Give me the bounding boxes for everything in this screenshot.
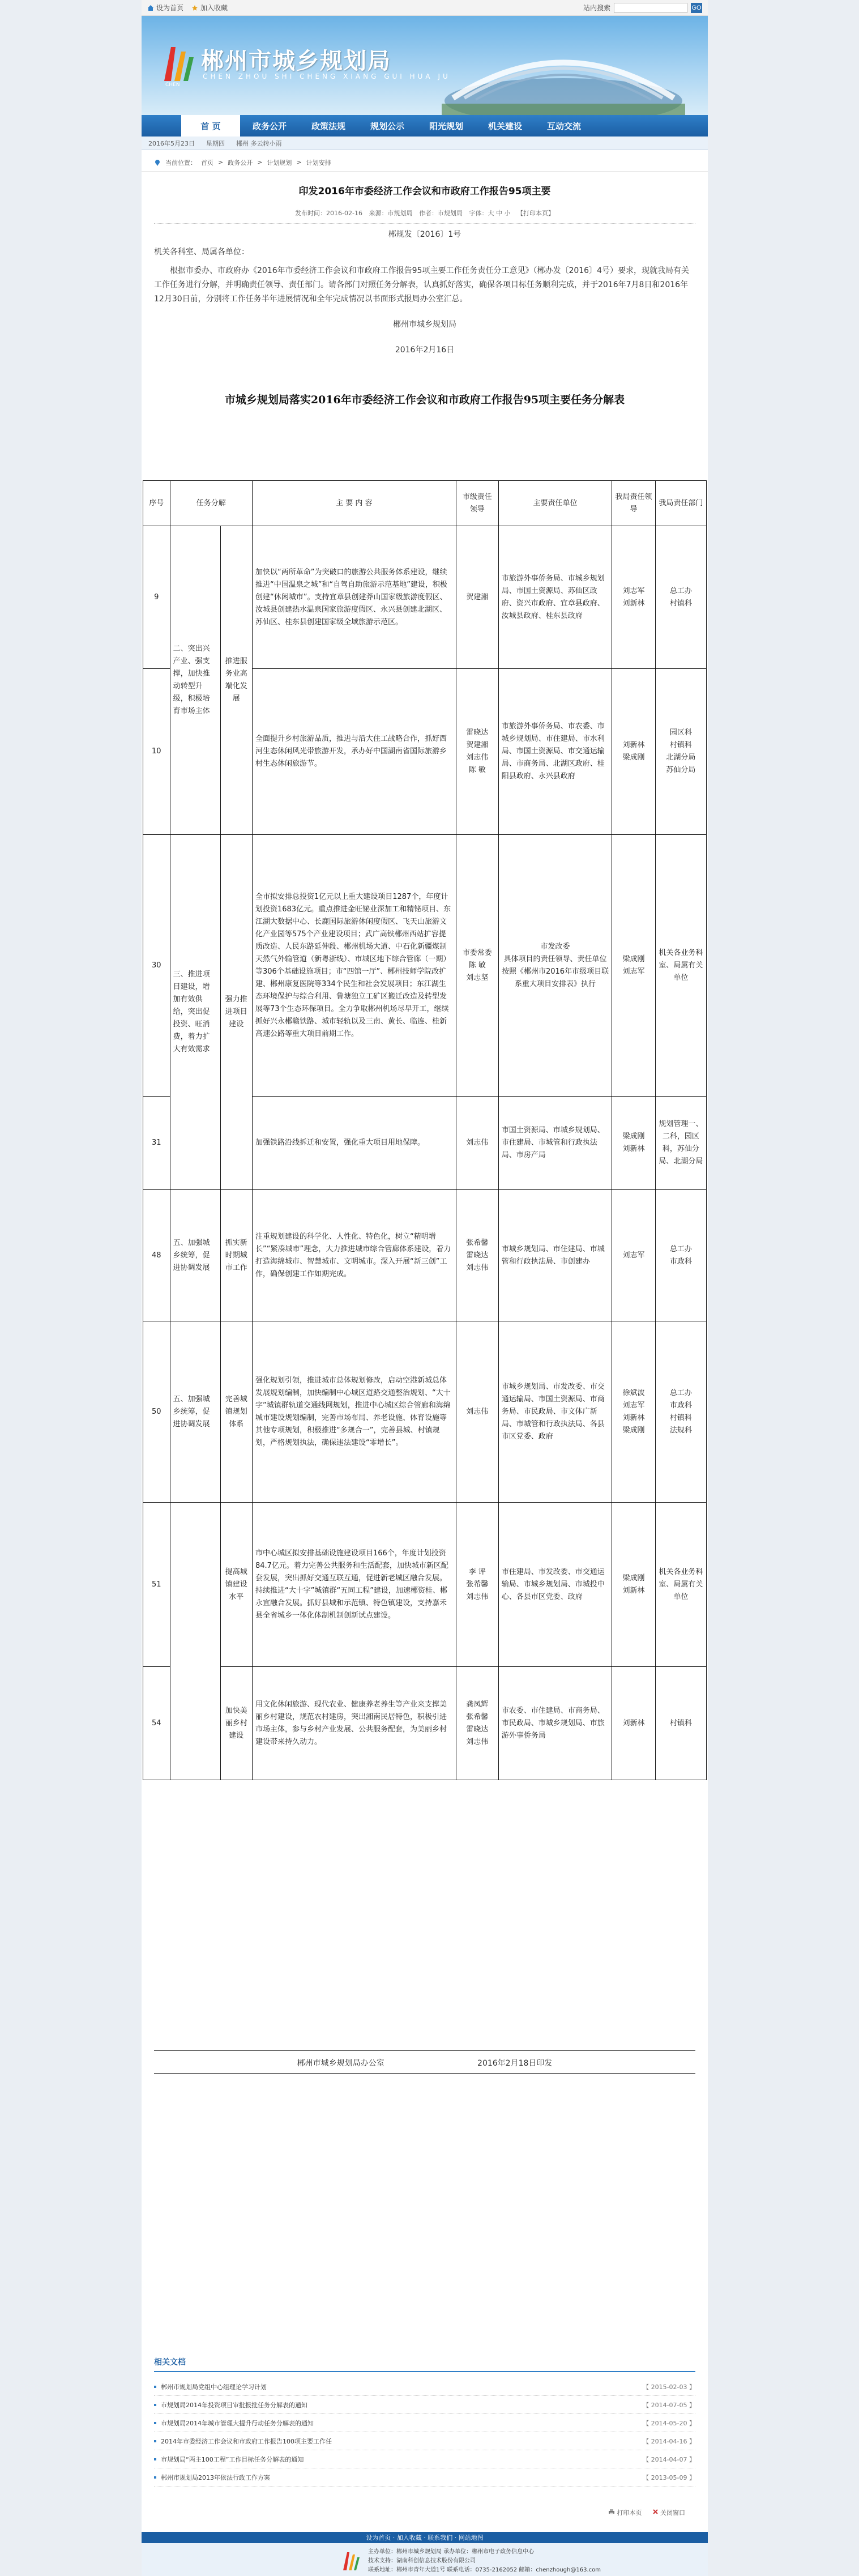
cell-city-leader: 刘志伟 [456,1321,498,1503]
meta-source: 来源：市规划局 [369,210,413,217]
location-icon [154,159,161,166]
cell-content: 注重规划建设的科学化、人性化、特色化，树立“精明增长”“紧凑城市”理念，大力推进城市综合管廊体系建设，着力打造海绵城市、智慧城市、文明城市。深入开展“新三创”工作，确保创建工作如期完成。 [252,1190,456,1321]
cell-task-group: 三、推进项目建设，增加有效供给，突出促投资、旺消费，着力扩大有效需求 [170,835,220,1190]
cell-my-leader: 刘新林 [612,1667,655,1780]
cell-my-leader: 刘新林 梁成刚 [612,669,655,835]
related-link[interactable]: 郴州市规划局党组中心组理论学习计划 [161,2383,267,2391]
cell-task-group: 五、加强城乡统筹，促进协调发展 [170,1321,220,1503]
list-item[interactable] [154,2432,695,2450]
site-subtitle: CHEN ZHOU SHI CHENG XIANG GUI HUA JU [203,72,451,80]
nav-item-interaction[interactable]: 互动交流 [546,121,581,131]
top-bar [142,0,708,16]
list-item[interactable] [154,2414,695,2432]
related-link[interactable]: 市规划局2014年投资项目审批报批任务分解表的通知 [161,2401,307,2409]
cell-my-leader: 梁成刚 刘志军 [612,835,655,1097]
page-wrapper [142,0,708,2576]
close-window-button[interactable] [652,2508,686,2517]
breadcrumb-item-gov[interactable]: 政务公开 [228,159,253,167]
salutation: 机关各科室、局属各单位： [154,248,249,257]
table-row [143,835,707,1097]
related-date: 【 2014-07-05 】 [643,2401,695,2409]
cell-my-dept: 总工办 市政科 村镇科 法规科 [655,1321,706,1503]
cell-content: 加强铁路沿线拆迁和安置，强化重大项目用地保障。 [252,1097,456,1190]
logo-text: CHEN [165,82,180,87]
cell-my-leader: 刘志军 [612,1190,655,1321]
close-window-label: 关闭窗口 [660,2509,685,2517]
nav-item-home[interactable]: 首 页 [181,115,240,137]
cell-my-dept: 机关各业务科室、局属有关单位 [655,1503,706,1667]
related-date: 【 2014-04-16 】 [643,2437,695,2445]
site-logo-icon [159,41,198,87]
home-icon [147,5,154,11]
nav-item-gov-affairs[interactable]: 政务公开 [252,121,287,131]
meta-date: 发布时间：2016-02-16 [295,210,362,217]
cell-content: 用文化休闲旅游、现代农业、健康养老养生等产业来支撑美丽乡村建设，规范农村建房，突出湘南民居特色，积极引进市场主体，参与乡村产业发展、公共服务配套，为美丽乡村建设带来持久动力。 [252,1667,456,1780]
cell-task-group: 五、加强城乡统筹，促进协调发展 [170,1190,220,1321]
cell-task-group: 二、突出兴产业、强支撑，加快推动转型升级，积极培育市场主体 [170,526,220,835]
cell-my-dept: 机关各业务科室、局属有关单位 [655,835,706,1097]
cell-my-leader: 梁成刚 刘新林 [612,1097,655,1190]
list-item[interactable] [154,2468,695,2487]
list-item[interactable] [154,2396,695,2414]
cell-content: 市中心城区拟安排基础设施建设项目166个，年度计划投资84.7亿元。着力完善公共服务和生活配套，加快城市新区配套发展，突出抓好交通互联互通，促进新老城区融合发展。持续推进“大十字”城镇群“五同工程”建设，加速郴资桂、郴永宜融合发展。抓好县城和示范镇、特色镇建设，支持嘉禾县全省城乡一体化体制机制创新试点建设。 [252,1503,456,1667]
task-table [143,480,707,1780]
cell-content: 全市拟安排总投资1亿元以上重大建设项目1287个，年度计划投资1683亿元。重点推进金旺铋业深加工和精铋项目、东江湖大数据中心、长鹿国际旅游休闲度假区、飞天山旅游文化产业园等575个产业建设项目；武广高铁郴州西站扩容提质改造、人民东路延伸段、郴州机场大道、中石化新疆煤制天然气外输管道（新粤浙线）、市城区地下综合管廊（一期）等306个基础设施项目；市“四馆一厅”、郴州技师学院改扩建、郴州康复医院等334个民生和社会发展项目；东江湖生态环境保护与综合利用、鲁塘独立工矿区搬迁改造及转型发展等73个生态环保项目。全力争取郴州机场尽早开工，继续抓好兴永郴赣铁路、城市轻轨以及三南、黄长、临连、桂新高速公路等重大项目前期工作。 [252,835,456,1097]
th-no: 序号 [143,481,170,526]
cell-no: 51 [143,1503,170,1667]
cell-no: 10 [143,669,170,835]
th-content: 主 要 内 容 [252,481,456,526]
font-size-switch[interactable]: 字体：大 中 小 [469,210,511,217]
cell-no: 54 [143,1667,170,1780]
site-footer [142,2543,708,2576]
add-favorite-label: 加入收藏 [200,4,228,12]
list-item[interactable] [154,2378,695,2396]
related-link[interactable]: 市规划局2014年城市管理大提升行动任务分解表的通知 [161,2419,314,2427]
footer-line3: 联系地址：郴州市青年大道1号 联系电话：0735-2162052 邮箱：chenzhough@163.com [368,2567,601,2573]
nav-item-policies[interactable]: 政策法规 [311,121,345,131]
cell-content: 全面提升乡村旅游品质，推进与沿大住工战略合作，抓好西河生态休闲风光带旅游开发，承办好中国湖南省国际旅游乡村生态休闲旅游节。 [252,669,456,835]
cell-unit: 市城乡规划局、市发改委、市交通运输局、市国土资源局、市商务局、市民政局、市文体广新局、市城管和行政执法局、各县市区党委、政府 [498,1321,612,1503]
table-row [143,1667,707,1780]
cell-sub-task: 抓实新时期城市工作 [220,1190,252,1321]
star-icon [191,5,198,11]
cell-content: 强化规划引领，推进城市总体规划修改，启动空港新城总体发展规划编制，加快编制中心城区道路交通整治规划、“大十字”城镇群轨道交通线网规划，推进中心城区综合管廊和海绵城市建设规划编制，完善市场布局、养老设施、体育设施等其他专项规划，积极推进“多规合一”，完善县城、村镇规划，严格规划执法，确保违法建设“零增长”。 [252,1321,456,1503]
table-row [143,526,707,669]
cell-unit: 市国土资源局、市城乡规划局、市住建局、市城管和行政执法局、市房产局 [498,1097,612,1190]
cell-city-leader: 市委常委 陈 敏 刘志坚 [456,835,498,1097]
print-footer [142,2057,708,2069]
cell-no: 9 [143,526,170,669]
th-city-leader: 市级责任领导 [456,481,498,526]
breadcrumb-item-plan[interactable]: 计划规划 [267,159,292,167]
article-body: 根据市委办、市政府办《2016年市委经济工作会议和市政府工作报告95项主要工作任务责任分工意见》（郴办发〔2016〕4号）要求，现就我局有关工作任务进行分解，并明确责任领导、责任部门。请各部门对照任务分解表，认真抓好落实，确保各项目标任务顺利完成，并于2016年7月8日和2016年12月30日前，分别将工作任务半年进展情况和全年完成情况以书面形式报局办公室汇总。 [154,266,689,304]
breadcrumb-item-home[interactable]: 首页 [201,159,213,167]
cell-sub-task: 提高城镇建设水平 [220,1503,252,1667]
cell-sub-task: 完善城镇规划体系 [220,1321,252,1503]
stadium-illustration [442,33,685,115]
cell-task-group-empty [170,1503,220,1780]
print-page-button[interactable] [608,2508,642,2517]
cell-my-dept: 总工办 村镇科 [655,526,706,669]
table-title: 市城乡规划局落实2016年市委经济工作会议和市政府工作报告95项主要任务分解表 [224,394,625,406]
table-row [143,1503,707,1667]
related-link[interactable]: 郴州市规划局2013年依法行政工作方案 [161,2473,270,2481]
print-footer-date: 2016年2月18日印发 [477,2059,553,2068]
related-link[interactable]: 市规划局“两主100工程”工作目标任务分解表的通知 [161,2455,304,2463]
divider-line [154,2050,695,2051]
breadcrumb-item-arrange[interactable]: 计划安排 [306,159,331,167]
related-docs [154,2356,695,2487]
list-item[interactable] [154,2450,695,2468]
related-date: 【 2014-04-07 】 [643,2455,695,2463]
meta-author: 作者：市规划局 [418,210,463,217]
cell-sub-task: 推进服务业高端化发展 [220,526,252,835]
cell-sub-task: 强力推进项目建设 [220,835,252,1190]
cell-no: 48 [143,1190,170,1321]
printer-icon [608,2509,615,2515]
main-nav [142,115,708,137]
cell-unit: 市农委、市住建局、市商务局、市民政局、市城乡规划局、市旅游外事侨务局 [498,1667,612,1780]
footer-nav[interactable]: 设为首页 · 加入收藏 · 联系我们 · 网站地图 [142,2532,708,2543]
nav-item-sunshine-planning[interactable]: 阳光规划 [429,121,463,131]
cell-no: 31 [143,1097,170,1190]
cell-my-dept: 规划管理一、二科，园区科，苏仙分局、北湖分局 [655,1097,706,1190]
footer-line2: 技术支持：湖南科创信息技术股份有限公司 [368,2558,476,2564]
article [142,183,708,407]
cell-my-dept: 总工办 市政科 [655,1190,706,1321]
divider-line [154,2073,695,2074]
print-page-label: 打印本页 [617,2509,642,2517]
search-button[interactable]: GO [691,3,702,13]
cell-my-dept: 村镇科 [655,1667,706,1780]
cell-my-leader: 梁成刚 刘新林 [612,1503,655,1667]
cell-unit: 市住建局、市发改委、市交通运输局、市城乡规划局、市城投中心、各县市区党委、政府 [498,1503,612,1667]
cell-unit: 市旅游外事侨务局、市城乡规划局、市国土资源局、苏仙区政府、资兴市政府、宜章县政府、汝城县政府、桂东县政府 [498,526,612,669]
cell-content: 加快以“两所革命”为突破口的旅游公共服务体系建设，继续推进“中国温泉之城”和“自驾自助旅游示范基地”建设，积极创建“休闲城市”。支持宜章县创建莽山国家级旅游度假区、汝城县创建热水温泉国家旅游度假区、永兴县创建北湖区、苏仙区、桂东县创建国家级全域旅游示范区。 [252,526,456,669]
nav-item-organ-building[interactable]: 机关建设 [488,121,522,131]
nav-item-planning-notice[interactable]: 规划公示 [370,121,404,131]
th-my-leader: 我局责任领导 [612,481,655,526]
footer-logo-icon [340,2549,364,2573]
cell-city-leader: 张希馨 雷晓达 刘志伟 [456,1190,498,1321]
related-link[interactable]: 2014年市委经济工作会议和市政府工作报告100项主要工作任 [161,2437,332,2445]
breadcrumb: 当前位置： 首页 > 政务公开 > 计划规划 > 计划安排 [142,153,708,172]
current-week: 星期四 [206,139,225,147]
related-date: 【 2013-05-09 】 [643,2473,695,2481]
sign-date: 2016年2月16日 [395,346,455,355]
footer-line1: 主办单位：郴州市城乡规划局 承办单位：郴州市电子政务信息中心 [368,2549,535,2555]
cell-unit: 市发改委 具体项目的责任领导、责任单位按照《郴州市2016年市级项目联系重大项目安排表》执行 [498,835,612,1097]
breadcrumb-label: 当前位置： [165,159,196,167]
cell-no: 50 [143,1321,170,1503]
current-date: 2016年5月23日 [148,139,195,147]
cell-city-leader: 龚凤辉 张希馨 雷晓达 刘志伟 [456,1667,498,1780]
th-my-dept: 我局责任部门 [655,481,706,526]
related-date: 【 2014-05-20 】 [643,2419,695,2427]
meta-print-link[interactable]: 【打印本页】 [516,210,554,217]
cell-city-leader: 刘志伟 [456,1097,498,1190]
add-favorite-link[interactable] [191,3,228,12]
cell-no: 30 [143,835,170,1097]
site-title: 郴州市城乡规划局 [201,48,391,74]
cell-city-leader: 雷晓达 贺建湘 刘志伟 陈 敏 [456,669,498,835]
related-date: 【 2015-02-03 】 [643,2383,695,2391]
cell-sub-task: 加快美丽乡村建设 [220,1667,252,1780]
article-title: 印发2016年市委经济工作会议和市政府工作报告95项主要 [298,186,551,197]
print-footer-org: 郴州市城乡规划局办公室 [297,2059,384,2068]
th-unit: 主要责任单位 [498,481,612,526]
cell-unit: 市城乡规划局、市住建局、市城管和行政执法局、市创建办 [498,1190,612,1321]
table-row [143,1190,707,1321]
set-homepage-link[interactable] [147,3,183,12]
weather-text: 郴州 多云转小雨 [236,139,282,147]
article-meta [154,208,695,224]
table-row [143,1321,707,1503]
close-icon [652,2509,659,2515]
cell-my-dept: 园区科 村镇科 北湖分局 苏仙分局 [655,669,706,835]
table-header-row [143,481,707,526]
cell-my-leader: 刘志军 刘新林 [612,526,655,669]
cell-my-leader: 徐斌波 刘志军 刘新林 梁成刚 [612,1321,655,1503]
search-input[interactable] [614,3,687,13]
signature: 郴州市城乡规划局 [393,320,456,329]
page-tools [608,2508,685,2517]
cell-city-leader: 李 评 张希馨 刘志伟 [456,1503,498,1667]
th-task: 任务分解 [170,481,252,526]
document-number: 郴规发〔2016〕1号 [388,230,461,239]
date-weather-bar [142,137,708,150]
cell-unit: 市旅游外事侨务局、市农委、市城乡规划局、市住建局、市水利局、市国土资源局、市交通运输局、市商务局、北湖区政府、桂阳县政府、永兴县政府 [498,669,612,835]
site-banner [142,16,708,115]
set-homepage-label: 设为首页 [156,4,184,12]
cell-city-leader: 贺建湘 [456,526,498,669]
search-label: 站内搜索 [583,4,610,12]
related-docs-title: 相关文档 [154,2356,695,2372]
